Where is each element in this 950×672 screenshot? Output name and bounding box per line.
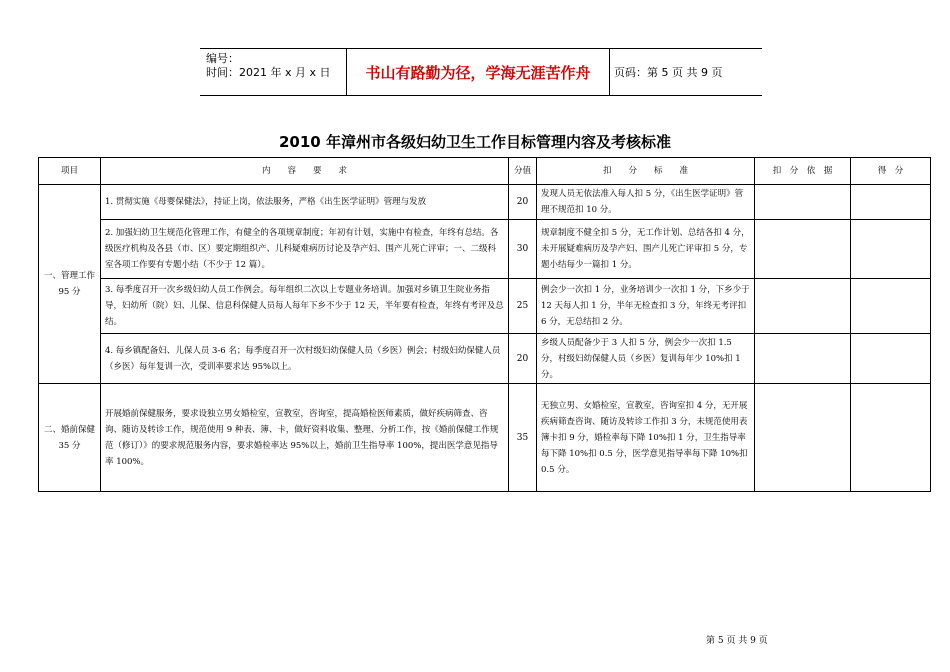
get-score-cell	[851, 220, 931, 279]
col-header-item: 项目	[39, 158, 101, 185]
document-header	[200, 48, 762, 96]
col-header-get: 得 分	[851, 158, 931, 185]
serial-label: 编号：	[206, 52, 239, 65]
score-cell: 20	[509, 334, 537, 384]
content-cell: 1. 贯彻实施《母婴保健法》，持证上岗，依法服务，严格《出生医学证明》管理与发放	[101, 185, 509, 220]
page-title: 2010 年漳州市各级妇幼卫生工作目标管理内容及考核标准	[279, 133, 671, 151]
basis-cell	[755, 384, 851, 492]
col-header-basis: 扣 分 依 据	[755, 158, 851, 185]
header-motto: 书山有路勤为径，学海无涯苦作舟	[346, 49, 610, 95]
col-header-criteria: 扣 分 标 准	[537, 158, 755, 185]
score-cell: 35	[509, 384, 537, 492]
assessment-table	[38, 157, 931, 492]
criteria-cell: 发现人员无依法准入每人扣 5 分，《出生医学证明》管理不规范扣 10 分。	[537, 185, 755, 220]
get-score-cell	[851, 185, 931, 220]
basis-cell	[755, 279, 851, 334]
score-cell: 20	[509, 185, 537, 220]
content-cell: 4. 每乡镇配备妇、儿保人员 3-6 名；每季度召开一次村级妇幼保健人员（乡医）例会；村级妇幼保健人员（乡医）每年复训一次，受训率要求达 95%以上。	[101, 334, 509, 384]
score-cell: 25	[509, 279, 537, 334]
criteria-cell: 乡级人员配备少于 3 人扣 5 分，例会少一次扣 1.5 分，村级妇幼保健人员（乡医）复训每年少 10%扣 1 分。	[537, 334, 755, 384]
get-score-cell	[851, 279, 931, 334]
table-header-row	[39, 158, 931, 185]
table-row	[39, 279, 931, 334]
page-footer: 第 5 页 共 9 页	[706, 636, 768, 646]
content-cell: 开展婚前保健服务，要求设独立男女婚检室，宣教室，咨询室，提高婚检医师素质，做好疾病筛查、咨询、随访及转诊工作，规范使用 9 种表、簿、卡，做好资料收集、整理、分析工作，按《婚前保健工作规范（修订）》的要求规范服务内容，要求婚检率达 95%以上，婚前卫生指导率 100%，提出医学意见指导率 100%。	[101, 384, 509, 492]
criteria-cell: 规章制度不健全扣 5 分，无工作计划、总结各扣 4 分，未开展疑难病历及孕产妇、围产儿死亡评审扣 5 分，专题小结每少一篇扣 1 分。	[537, 220, 755, 279]
criteria-cell: 无独立男、女婚检室，宣教室，咨询室扣 4 分，无开展疾病筛查咨询、随访及转诊工作扣 3 分，未规范使用表簿卡扣 9 分，婚检率每下降 10%扣 1 分，卫生指导率每下降 10%扣 0.5 分，医学意见指导率每下降 10%扣 0.5 分。	[537, 384, 755, 492]
content-cell: 3. 每季度召开一次乡级妇幼人员工作例会。每年组织二次以上专题业务培训。加强对乡镇卫生院业务指导，妇幼所（院）妇、儿保、信息科保健人员每人每年下乡不少于 12 天，半年要有检查，年终有考评及总结。	[101, 279, 509, 334]
get-score-cell	[851, 334, 931, 384]
table-row	[39, 334, 931, 384]
time-label: 时间：2021 年 x 月 x 日	[206, 66, 331, 79]
header-meta	[206, 52, 331, 80]
col-header-content: 内 容 要 求	[101, 158, 509, 185]
basis-cell	[755, 334, 851, 384]
col-header-score: 分值	[509, 158, 537, 185]
basis-cell	[755, 185, 851, 220]
criteria-cell: 例会少一次扣 1 分，业务培训少一次扣 1 分，下乡少于 12 天每人扣 1 分，半年无检查扣 3 分，年终无考评扣 6 分，无总结扣 2 分。	[537, 279, 755, 334]
score-cell: 30	[509, 220, 537, 279]
table-row	[39, 185, 931, 220]
basis-cell	[755, 220, 851, 279]
content-cell: 2. 加强妇幼卫生规范化管理工作，有健全的各项规章制度；年初有计划，实施中有检查，年终有总结。各级医疗机构及各县（市、区）要定期组织产、儿科疑难病历讨论及孕产妇、围产儿死亡评审；一、二级科室各项工作要有专题小结（不少于 12 篇）。	[101, 220, 509, 279]
table-row	[39, 384, 931, 492]
section-label-premarital: 二、婚前保健 35 分	[39, 384, 101, 492]
header-page-code: 页码：第 5 页 共 9 页	[614, 66, 723, 79]
section-label-management: 一、管理工作 95 分	[39, 185, 101, 384]
table-row	[39, 220, 931, 279]
get-score-cell	[851, 384, 931, 492]
